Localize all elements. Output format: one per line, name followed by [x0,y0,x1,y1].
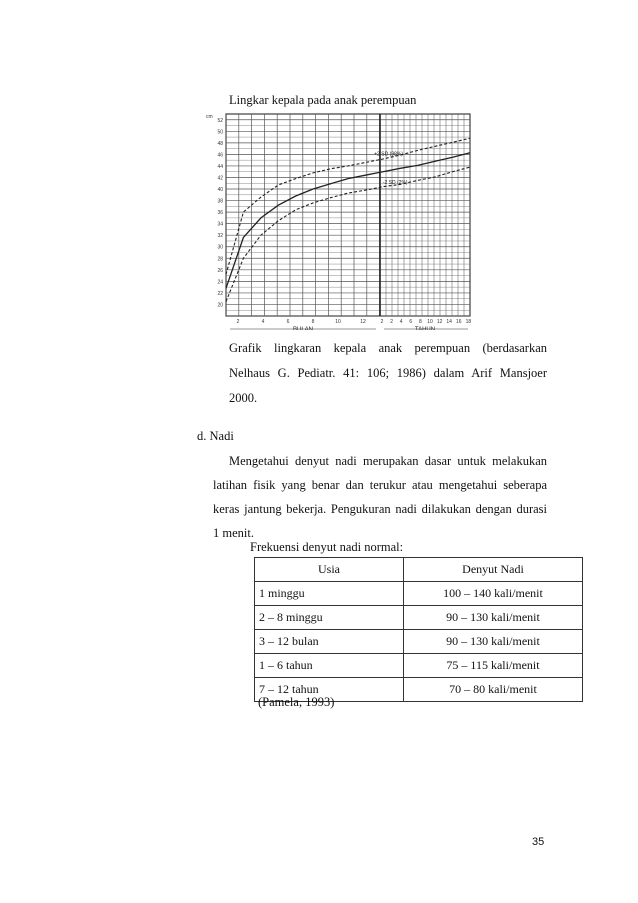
x-tick-label-month: 10 [335,319,341,325]
table-row [255,630,583,654]
table-header-row [255,558,583,582]
y-tick-label: 20 [217,302,223,309]
y-tick-label: 42 [217,175,223,182]
x-tick-label-month: 8 [311,319,315,325]
x-tick-label-year: 8 [419,319,422,325]
y-tick-label: 46 [217,152,223,159]
y-tick-label: 50 [217,129,223,136]
cell-age: 3 – 12 bulan [255,630,404,654]
cell-age: 2 – 8 minggu [255,606,404,630]
x-tick-label-year: 2 [390,319,393,325]
y-tick-label: 30 [217,244,223,251]
table-intro: Frekuensi denyut nadi normal: [250,540,404,554]
y-tick-label: 24 [217,279,223,286]
y-tick-label: 44 [217,163,223,170]
x-tick-label-year: 12 [436,319,443,325]
paragraph-line-1: Mengetahui denyut nadi merupakan dasar untuk melakukan [229,454,547,468]
caption-line-3: 2000. [229,391,258,405]
x-tick-label-year: 16 [456,319,462,325]
x-tick-label-year: 4 [399,319,403,325]
x-tick-label-month: 6 [286,319,290,325]
page-number: 35 [532,836,545,848]
cell-age: 1 minggu [255,582,404,606]
y-tick-label: 48 [217,140,223,147]
section-heading: d. Nadi [197,429,234,443]
x-tick-label-year: 2 [380,319,384,325]
header-denyut-nadi: Denyut Nadi [404,558,583,582]
x-tick-label-month: 2 [236,319,240,325]
x-axis-label-years: TAHUN [414,327,436,330]
header-usia: Usia [255,558,404,582]
cell-pulse: 90 – 130 kali/menit [404,606,583,630]
curve-label-upper: +2 SD (98%) [374,151,403,158]
curve-label-lower: -2 SD (2%) [382,179,408,186]
plot-area [226,114,470,316]
y-tick-label: 28 [217,256,223,263]
y-tick-label: 40 [217,187,223,194]
y-tick-label: 22 [217,290,223,297]
table-row [255,606,583,630]
x-tick-label-year: 10 [427,319,433,325]
x-tick-label-month: 12 [360,319,366,325]
x-tick-label-year: 14 [446,319,452,325]
chart-svg [202,108,480,330]
cell-pulse: 75 – 115 kali/menit [404,654,583,678]
y-tick-label: 34 [217,221,223,228]
caption-line-2: Nelhaus G. Pediatr. 41: 106; 1986) dalam Arif Mansjoer [229,366,547,380]
head-circumference-chart [202,108,480,330]
y-tick-label: 38 [217,198,223,205]
paragraph-line-3: keras jantung bekerja. Pengukuran nadi dilakukan dengan durasi [213,502,547,516]
x-tick-label-year: 18 [465,319,472,325]
cell-pulse: 70 – 80 kali/menit [404,678,583,702]
table-source: (Pamela, 1993) [258,695,335,709]
cell-age: 7 – 12 tahun [255,678,404,702]
x-tick-label-month: 4 [261,319,265,325]
paragraph-line-4: 1 menit. [213,526,254,540]
pulse-table [254,557,583,702]
cell-age: 1 – 6 tahun [255,654,404,678]
x-axis-label-months: BULAN [292,327,314,330]
cell-pulse: 90 – 130 kali/menit [404,630,583,654]
y-tick-label: 26 [217,267,223,274]
paragraph-line-2: latihan fisik yang benar dan terukur atau mengetahui seberapa [213,478,547,492]
x-tick-label-year: 6 [409,319,413,325]
caption-line-1: Grafik lingkaran kepala anak perempuan (berdasarkan [229,341,547,355]
y-axis-unit: cm [206,114,213,120]
y-tick-label: 32 [217,233,223,240]
table-row [255,582,583,606]
y-tick-label: 36 [217,210,223,217]
y-tick-label: 52 [217,117,223,124]
chart-title: Lingkar kepala pada anak perempuan [229,93,417,107]
table-row [255,654,583,678]
cell-pulse: 100 – 140 kali/menit [404,582,583,606]
